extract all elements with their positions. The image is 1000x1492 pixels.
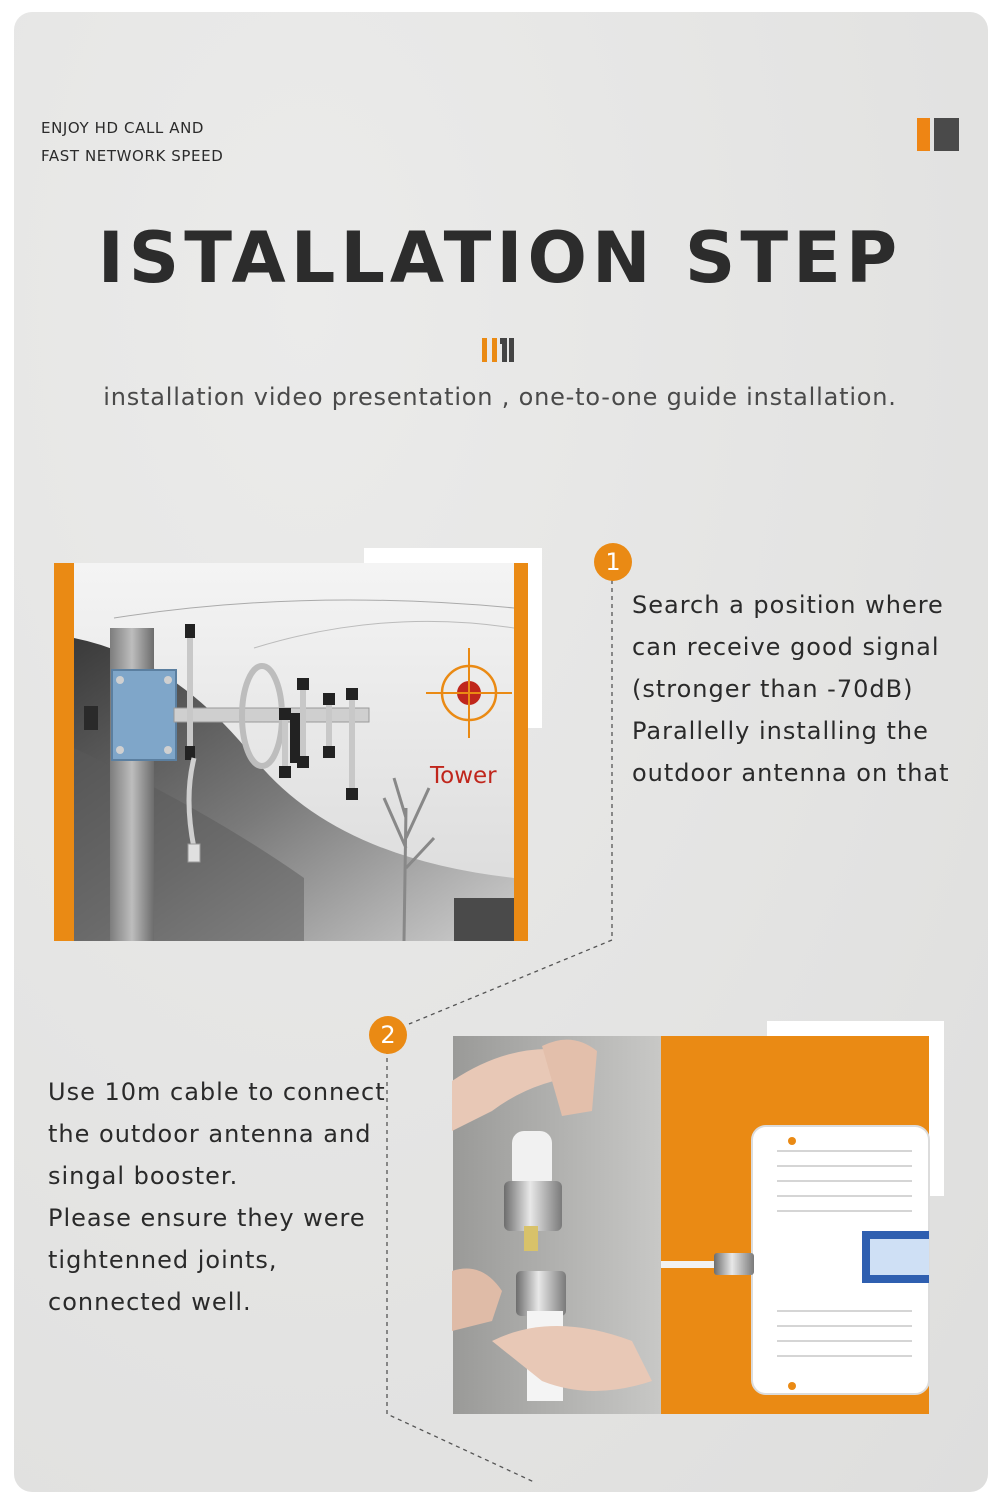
step-2-line: the outdoor antenna and bbox=[48, 1120, 372, 1148]
step-1-description bbox=[632, 584, 950, 794]
step-1-line: outdoor antenna on that bbox=[632, 759, 950, 787]
step-2-image bbox=[452, 1021, 946, 1417]
tagline-line-1: ENJOY HD CALL AND bbox=[41, 119, 205, 137]
step-2-line: connected well. bbox=[48, 1288, 252, 1316]
step-1-line: (stronger than -70dB) bbox=[632, 675, 914, 703]
tower-label: Tower bbox=[430, 763, 497, 789]
step-1-badge: 1 bbox=[594, 543, 632, 581]
page-title: ISTALLATION STEP bbox=[97, 217, 903, 299]
step-2-line: Use 10m cable to connect bbox=[48, 1078, 386, 1106]
step-2-line: tightenned joints, bbox=[48, 1246, 278, 1274]
tagline-line-2: FAST NETWORK SPEED bbox=[41, 147, 224, 165]
step-1-line: Parallelly installing the bbox=[632, 717, 929, 745]
step-1-line: Search a position where bbox=[632, 591, 944, 619]
step-1-image bbox=[54, 548, 544, 942]
page-subtitle: installation video presentation , one-to-one guide installation. bbox=[103, 383, 897, 411]
step-2-line: singal booster. bbox=[48, 1162, 239, 1190]
step-2-line: Please ensure they were bbox=[48, 1204, 366, 1232]
installation-card bbox=[14, 12, 988, 1492]
step-2-badge: 2 bbox=[369, 1016, 407, 1054]
step-2-description bbox=[48, 1071, 386, 1323]
step-1-line: can receive good signal bbox=[632, 633, 940, 661]
